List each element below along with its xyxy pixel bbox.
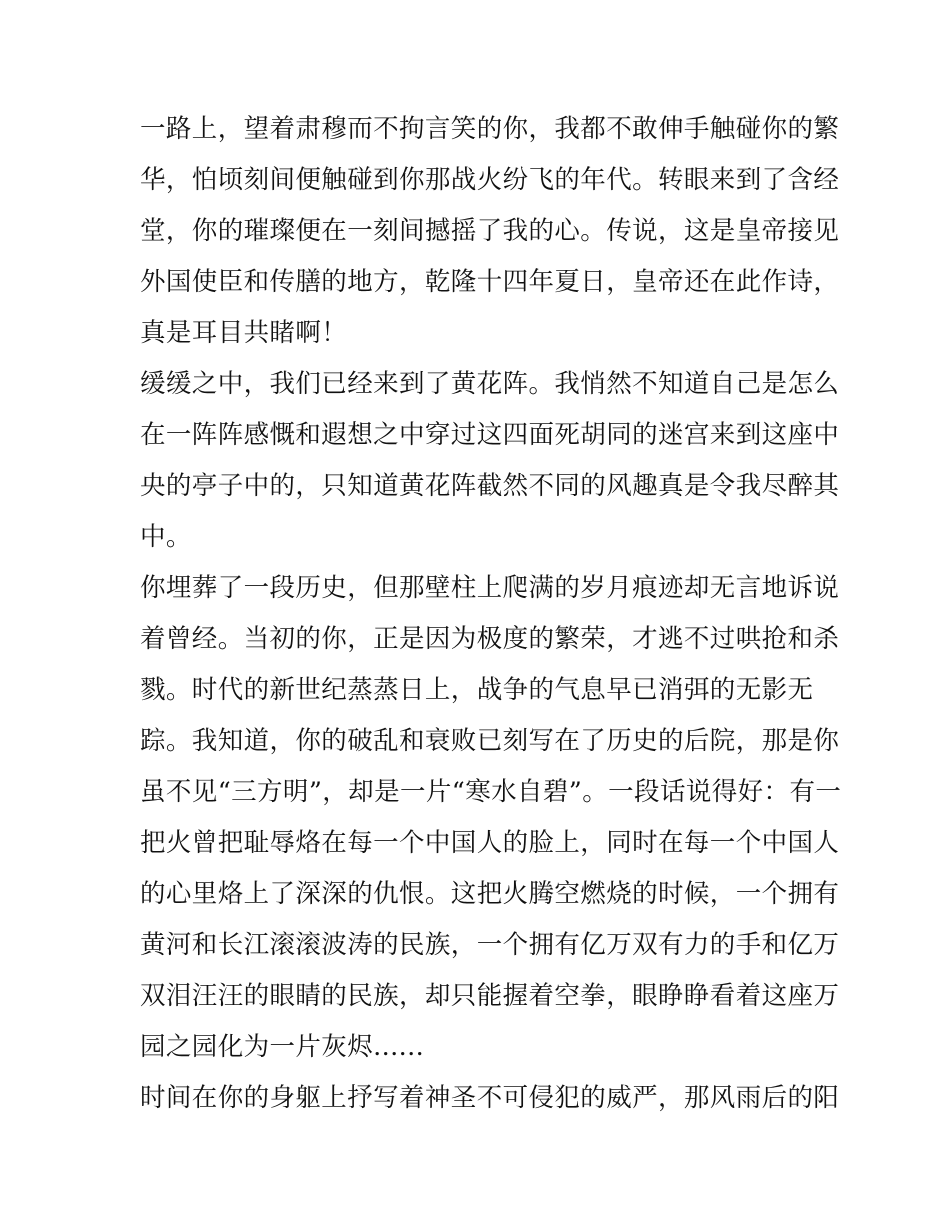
text-line: 时间在你的身躯上抒写着神圣不可侵犯的威严，那风雨后的阳	[140, 1083, 840, 1113]
text-line: 踪。我知道，你的破乱和衰败已刻写在了历史的后院，那是你	[140, 726, 840, 756]
text-line: 双泪汪汪的眼睛的民族，却只能握着空拳，眼睁睁看着这座万	[140, 981, 840, 1011]
text-line: 虽不见“三方明”，却是一片“寒水自碧”。一段话说得好：有一	[140, 777, 842, 807]
text-line: 外国使臣和传膳的地方，乾隆十四年夏日，皇帝还在此作诗，	[140, 267, 840, 297]
text-line: 堂，你的璀璨便在一刻间撼摇了我的心。传说，这是皇帝接见	[140, 216, 840, 246]
text-line: 缓缓之中，我们已经来到了黄花阵。我悄然不知道自己是怎么	[140, 369, 840, 399]
text-line: 戮。时代的新世纪蒸蒸日上，战争的气息早已消弭的无影无	[140, 675, 814, 705]
text-line: 把火曾把耻辱烙在每一个中国人的脸上，同时在每一个中国人	[140, 828, 840, 858]
text-line: 中。	[140, 522, 192, 552]
text-line: 华，怕顷刻间便触碰到你那战火纷飞的年代。转眼来到了含经	[140, 165, 840, 195]
text-line: 着曾经。当初的你，正是因为极度的繁荣，才逃不过哄抢和杀	[140, 624, 840, 654]
text-line: 黄河和长江滚滚波涛的民族，一个拥有亿万双有力的手和亿万	[140, 930, 840, 960]
text-line: 一路上，望着肃穆而不拘言笑的你，我都不敢伸手触碰你的繁	[140, 114, 840, 144]
text-line: 真是耳目共睹啊！	[140, 318, 348, 348]
text-line: 园之园化为一片灰烬......	[140, 1032, 425, 1062]
text-line: 的心里烙上了深深的仇恨。这把火腾空燃烧的时候，一个拥有	[140, 879, 840, 909]
text-line: 央的亭子中的，只知道黄花阵截然不同的风趣真是令我尽醉其	[140, 471, 840, 501]
text-line: 在一阵阵感慨和遐想之中穿过这四面死胡同的迷宫来到这座中	[140, 420, 840, 450]
text-line: 你埋葬了一段历史，但那壁柱上爬满的岁月痕迹却无言地诉说	[140, 573, 840, 603]
